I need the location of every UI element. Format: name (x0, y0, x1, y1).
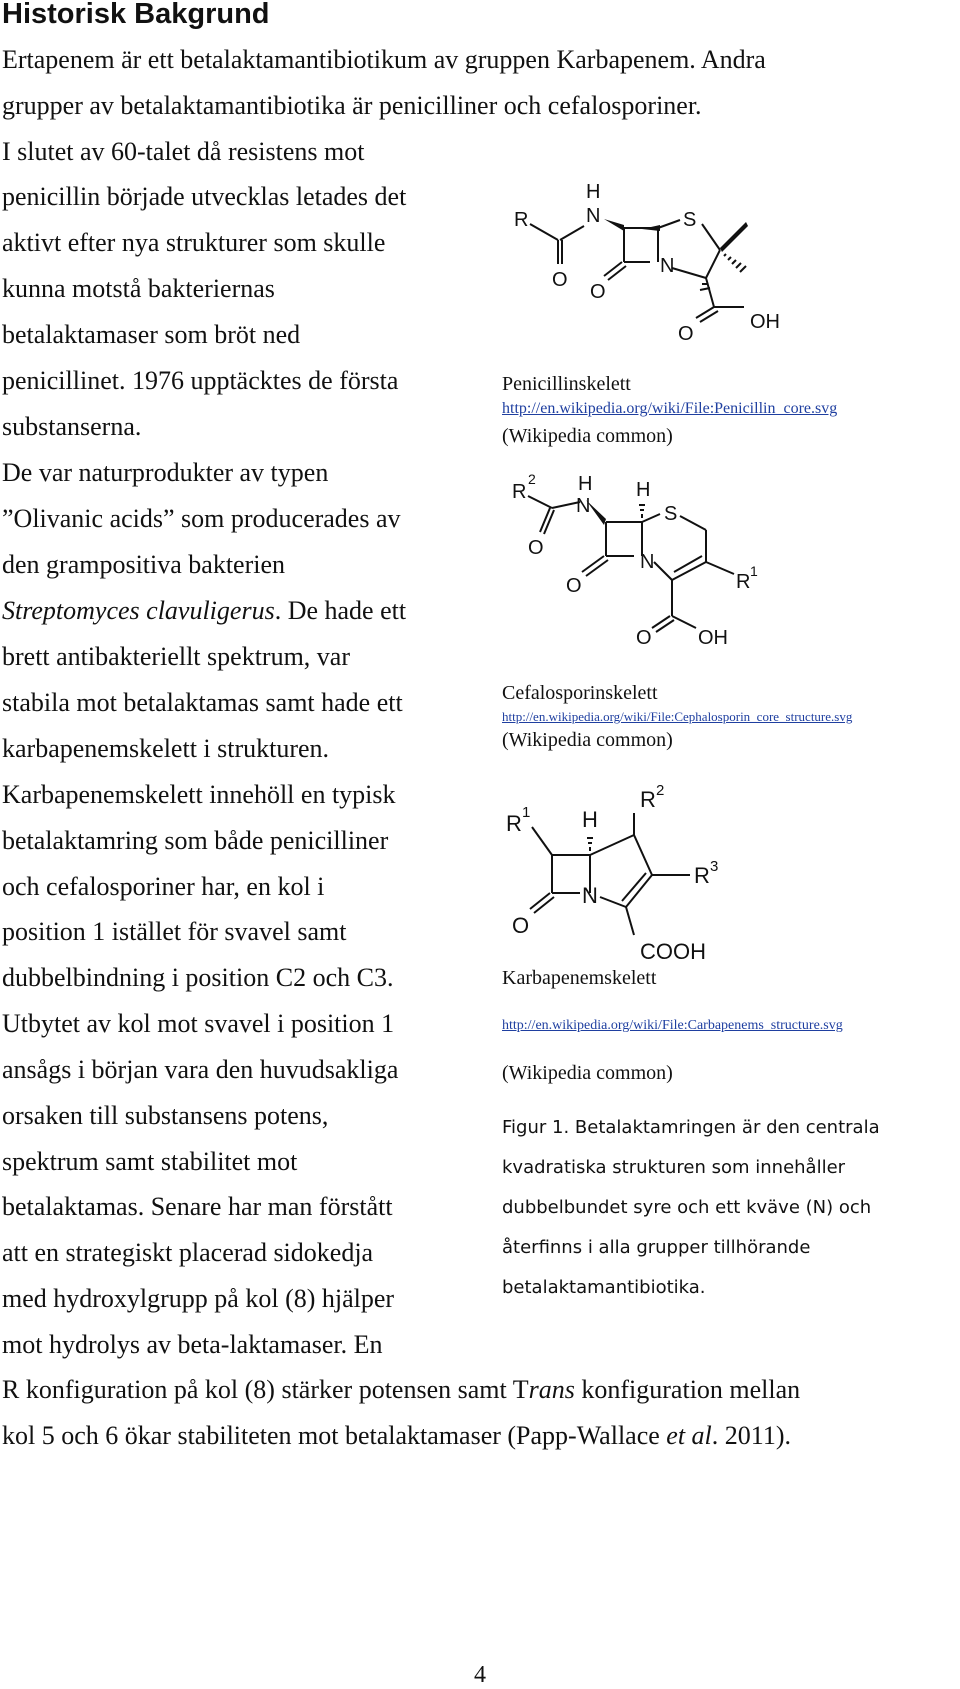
atom-label: N (660, 255, 675, 277)
figure-note-line: dubbelbundet syre och ett kväve (N) och (502, 1197, 872, 1218)
body-line: substanserna. (2, 412, 142, 441)
body-line: De var naturprodukter av typen (2, 458, 329, 487)
atom-label: N (582, 883, 598, 908)
body-line (2, 594, 406, 628)
atom-label: 1 (522, 804, 531, 821)
carbapenem-structure (500, 775, 760, 965)
atom-label: H (582, 807, 598, 832)
body-line: med hydroxylgrupp på kol (8) hjälper (2, 1284, 395, 1313)
body-line: karbapenemskelett i strukturen. (2, 734, 330, 763)
species-name: Streptomyces clavuligerus (2, 596, 275, 625)
atom-label: R (694, 863, 710, 888)
atom-label: R (512, 481, 527, 503)
page-number: 4 (474, 1662, 486, 1688)
body-line (2, 1419, 791, 1453)
link-carbapenem[interactable]: http://en.wikipedia.org/wiki/File:Carbapenems_structure.svg (502, 1018, 843, 1033)
figure-note-line: Figur 1. Betalaktamringen är den centrala (502, 1117, 880, 1138)
body-line: stabila mot betalaktamas samt hade ett (2, 688, 403, 717)
atom-label: 3 (710, 858, 719, 875)
atom-label: O (636, 627, 652, 649)
figure-note-line: betalaktamantibiotika. (502, 1277, 706, 1298)
atom-label: N (640, 551, 655, 573)
body-line-rest: . De hade ett (274, 596, 407, 625)
atom-label: R (506, 811, 522, 836)
body-line: grupper av betalaktamantibiotika är penicilliner och cefalosporiner. (2, 91, 702, 120)
body-line: ”Olivanic acids” som producerades av (2, 504, 401, 533)
body-line: penicillinet. 1976 upptäcktes de första (2, 366, 399, 395)
atom-label: O (528, 537, 544, 559)
atom-label: OH (698, 627, 728, 649)
italic-citation: et al (666, 1421, 712, 1450)
body-line-part: kol 5 och 6 ökar stabiliteten mot betalaktamaser (Papp-Wallace (2, 1421, 667, 1450)
body-line-rest: konfiguration mellan (574, 1375, 801, 1404)
body-line: ansågs i början vara den huvudsakliga (2, 1055, 399, 1084)
atom-label: R (736, 571, 751, 593)
figure-source: (Wikipedia common) (502, 425, 673, 447)
body-line: betalaktamaser som bröt ned (2, 320, 301, 349)
atom-label: OH (750, 311, 780, 333)
figure-note-line: återfinns i alla grupper tillhörande (502, 1237, 811, 1258)
body-line-rest: . 2011). (711, 1421, 791, 1450)
atom-label: O (552, 269, 568, 291)
atom-label: H (636, 479, 651, 501)
body-line: dubbelbindning i position C2 och C3. (2, 963, 394, 992)
body-line: position 1 istället för svavel samt (2, 917, 347, 946)
body-line: betalaktamring som både penicilliner (2, 826, 389, 855)
body-line: spektrum samt stabilitet mot (2, 1147, 298, 1176)
body-line: Ertapenem är ett betalaktamantibiotikum av gruppen Karbapenem. Andra (2, 45, 766, 74)
italic-word: rans (528, 1375, 575, 1404)
body-line: penicillin började utvecklas letades det (2, 182, 407, 211)
link-cephalosporin[interactable]: http://en.wikipedia.org/wiki/File:Cephalosporin_core_structure.svg (502, 709, 853, 724)
atom-label: N (576, 495, 591, 517)
atom-label: O (566, 575, 582, 597)
body-line: Karbapenemskelett innehöll en typisk (2, 780, 396, 809)
atom-label: 2 (656, 782, 665, 799)
figure-caption-cephalosporin: Cefalosporinskelett (502, 682, 658, 704)
atom-label: H (578, 473, 593, 495)
figure-caption-penicillin: Penicillinskelett (502, 373, 631, 395)
body-line: aktivt efter nya strukturer som skulle (2, 228, 386, 257)
penicillin-structure (500, 172, 820, 362)
body-line-part: R konfiguration på kol (8) stärker potensen samt T (2, 1375, 529, 1404)
body-line: den grampositiva bakterien (2, 550, 286, 579)
atom-label: O (512, 913, 530, 938)
section-heading: Historisk Bakgrund (2, 0, 270, 30)
body-line: orsaken till substansens potens, (2, 1101, 329, 1130)
body-line: I slutet av 60-talet då resistens mot (2, 137, 365, 166)
atom-label: N (586, 205, 601, 227)
body-line: kunna motstå bakteriernas (2, 274, 275, 303)
body-line: betalaktamas. Senare har man förstått (2, 1192, 393, 1221)
figure-source: (Wikipedia common) (502, 1062, 673, 1084)
atom-label: R (640, 787, 656, 812)
atom-label: COOH (640, 939, 706, 964)
body-line: Utbytet av kol mot svavel i position 1 (2, 1009, 395, 1038)
figure-note-line: kvadratiska strukturen som innehåller (502, 1157, 846, 1178)
atom-label: S (664, 503, 678, 525)
atom-label: S (683, 209, 697, 231)
atom-label: O (678, 323, 694, 345)
figure-caption-carbapenem: Karbapenemskelett (502, 967, 657, 989)
atom-label: O (590, 281, 606, 303)
cephalosporin-structure (500, 458, 800, 658)
body-line: att en strategiskt placerad sidokedja (2, 1238, 374, 1267)
figure-source: (Wikipedia common) (502, 729, 673, 751)
body-line: och cefalosporiner har, en kol i (2, 872, 325, 901)
atom-label: R (514, 209, 529, 231)
body-line (2, 1373, 800, 1407)
atom-label: 1 (750, 563, 758, 579)
atom-label: H (586, 181, 601, 203)
body-line: mot hydrolys av beta-laktamaser. En (2, 1330, 383, 1359)
atom-label: 2 (528, 471, 536, 487)
body-line: brett antibakteriellt spektrum, var (2, 642, 350, 671)
link-penicillin[interactable]: http://en.wikipedia.org/wiki/File:Penicillin_core.svg (502, 400, 838, 417)
